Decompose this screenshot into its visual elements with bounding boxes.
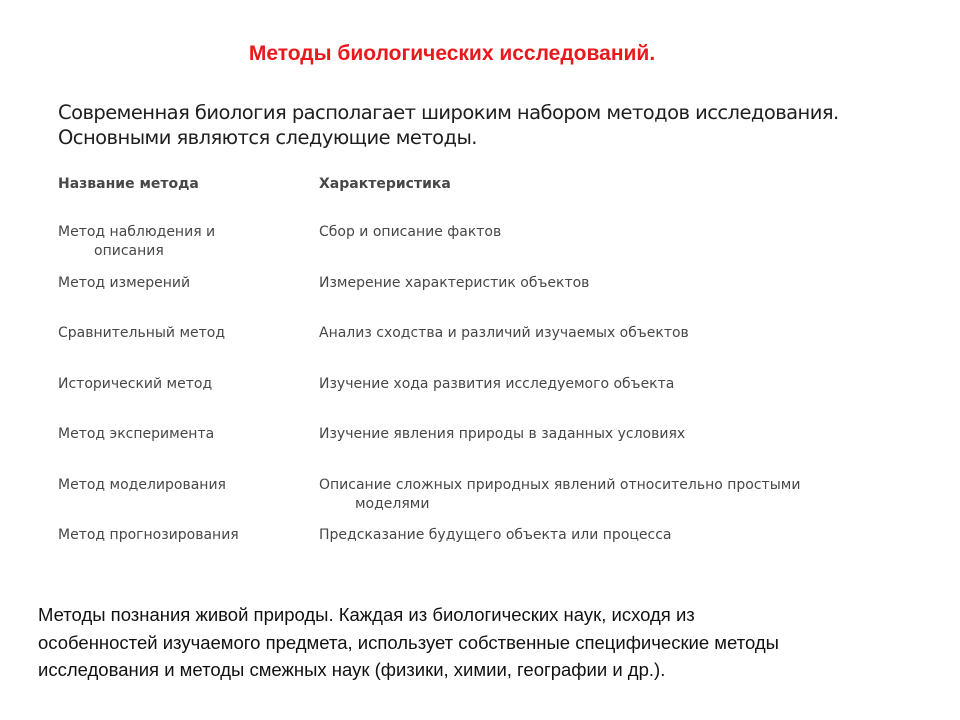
- method-description: Описание сложных природных явлений относительно простыми моделями: [319, 477, 801, 512]
- method-description: Изучение хода развития исследуемого объекта: [319, 376, 675, 392]
- method-description: Изучение явления природы в заданных условиях: [319, 426, 686, 442]
- method-description: Предсказание будущего объекта или процесса: [319, 527, 672, 543]
- intro-line: Основными являются следующие методы.: [58, 126, 477, 149]
- method-name: Исторический метод: [58, 376, 213, 392]
- method-name: Метод эксперимента: [58, 426, 215, 442]
- outro-paragraph: [38, 601, 928, 684]
- method-name: Метод прогнозирования: [58, 527, 239, 543]
- method-description: Сбор и описание фактов: [319, 224, 502, 240]
- intro-paragraph: [58, 100, 918, 150]
- method-name: Метод моделирования: [58, 477, 226, 493]
- header-characteristic: Характеристика: [319, 176, 451, 192]
- method-name: Метод измерений: [58, 275, 191, 291]
- header-method-name: Название метода: [58, 176, 199, 192]
- outro-line: исследования и методы смежных наук (физики, химии, географии и др.).: [38, 659, 666, 680]
- slide-title: Методы биологических исследований.: [248, 42, 656, 65]
- method-name: Сравнительный метод: [58, 325, 226, 341]
- outro-line: Методы познания живой природы. Каждая из биологических наук, исходя из: [38, 604, 695, 625]
- method-description: Измерение характеристик объектов: [319, 275, 590, 291]
- intro-line: Современная биология располагает широким набором методов исследования.: [58, 101, 839, 124]
- method-name: Метод наблюдения и описания: [58, 224, 216, 259]
- outro-line: особенностей изучаемого предмета, использует собственные специфические методы: [38, 631, 779, 653]
- method-description: Анализ сходства и различий изучаемых объектов: [319, 325, 689, 341]
